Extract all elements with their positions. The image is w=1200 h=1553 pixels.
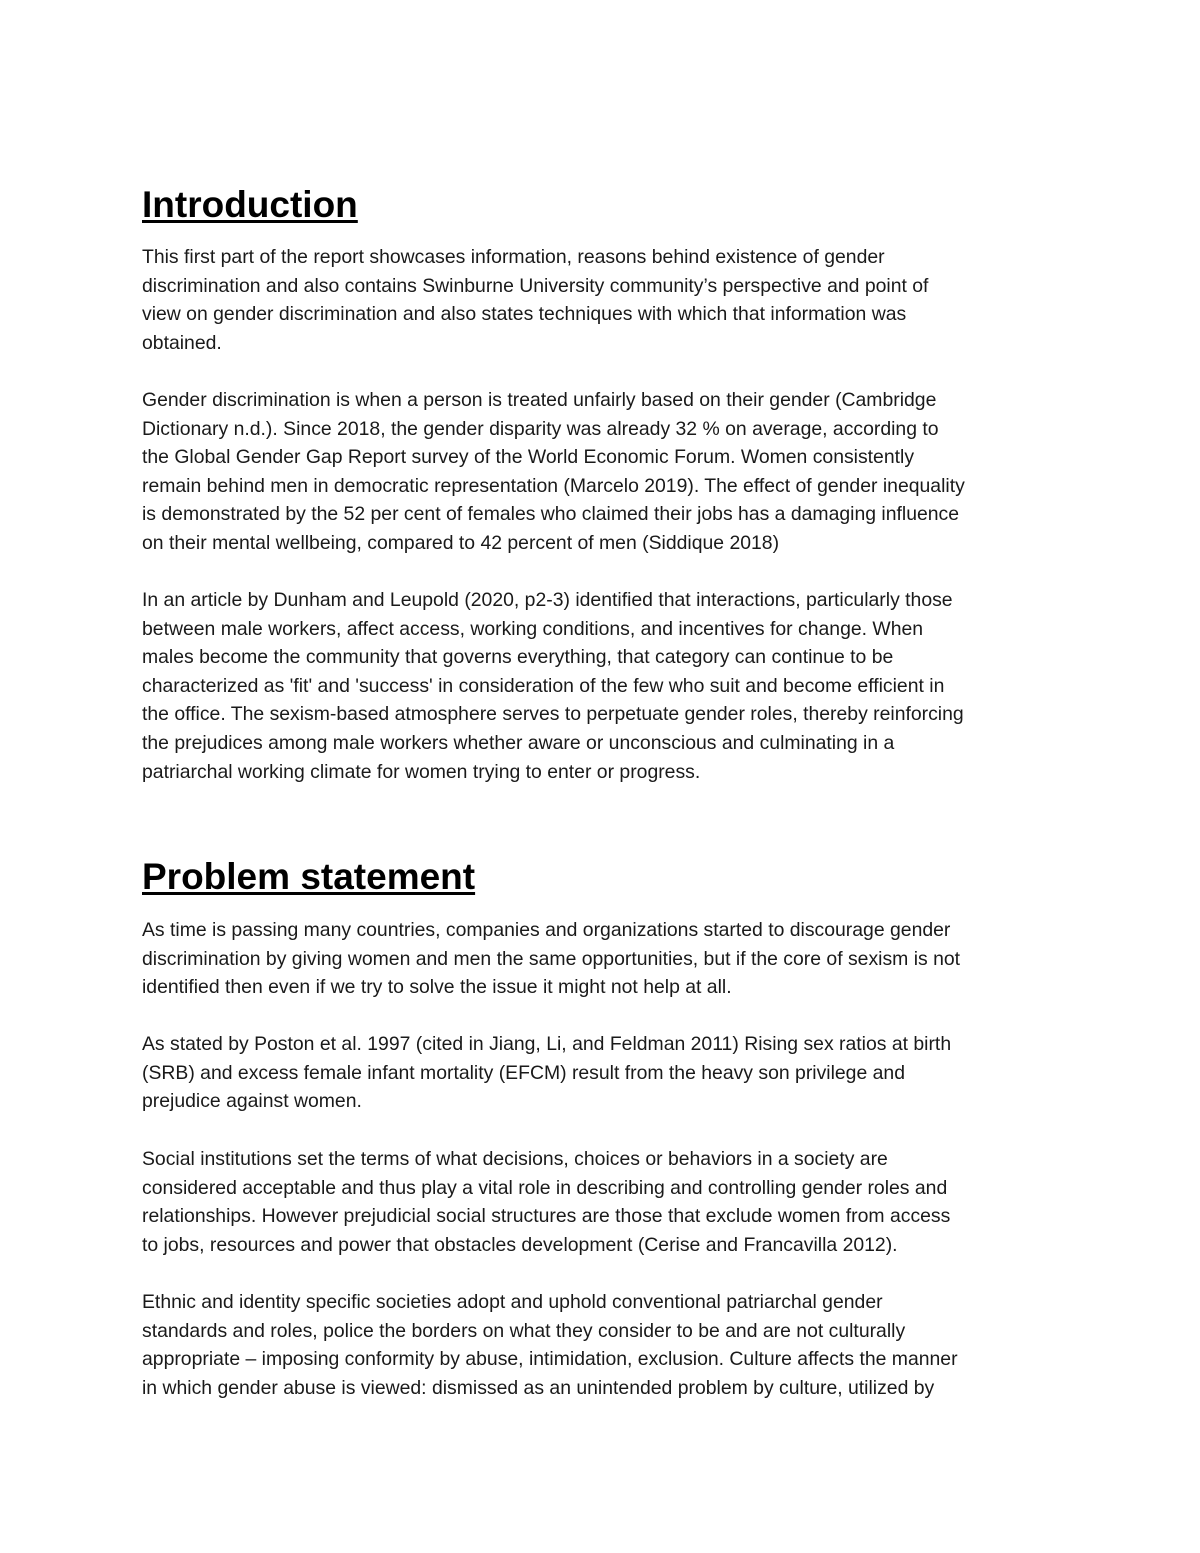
text-line: is demonstrated by the 52 per cent of females who claimed their jobs has a damaging influence: [142, 503, 960, 526]
text-line: As stated by Poston et al. 1997 (cited in Jiang, Li, and Feldman 2011) Rising sex ratios at birth: [142, 1033, 952, 1055]
text-line: Gender discrimination is when a person is treated unfairly based on their gender (Cambridge: [142, 389, 937, 411]
text-line: males become the community that governs everything, that category can continue to be: [142, 646, 894, 669]
problem-paragraph-1: [142, 916, 1072, 1002]
text-line: relationships. However prejudicial social structures are those that exclude women from access: [142, 1205, 951, 1228]
text-line: Social institutions set the terms of what decisions, choices or behaviors in a society are: [142, 1148, 888, 1170]
text-line: In an article by Dunham and Leupold (2020, p2-3) identified that interactions, particularly those: [142, 589, 953, 611]
text-line: obtained.: [142, 331, 222, 354]
text-line: the Global Gender Gap Report survey of the World Economic Forum. Women consistently: [142, 446, 915, 469]
introduction-paragraph-3: [142, 586, 1072, 786]
introduction-paragraph-2: [142, 386, 1072, 558]
text-line: on their mental wellbeing, compared to 42 percent of men (Siddique 2018): [142, 531, 780, 554]
text-line: discrimination and also contains Swinburne University community’s perspective and point of: [142, 274, 929, 297]
text-line: discrimination by giving women and men the same opportunities, but if the core of sexism is not: [142, 947, 961, 970]
introduction-heading: Introduction: [142, 184, 358, 225]
text-line: patriarchal working climate for women trying to enter or progress.: [142, 760, 701, 783]
text-line: view on gender discrimination and also states techniques with which that information was: [142, 303, 907, 326]
text-line: between male workers, affect access, working conditions, and incentives for change. When: [142, 617, 924, 640]
text-line: prejudice against women.: [142, 1090, 362, 1113]
text-line: (SRB) and excess female infant mortality (EFCM) result from the heavy son privilege and: [142, 1061, 905, 1084]
problem-paragraph-4: [142, 1288, 1072, 1402]
text-line: characterized as 'fit' and 'success' in consideration of the few who suit and become efficient in: [142, 674, 945, 697]
text-line: appropriate – imposing conformity by abuse, intimidation, exclusion. Culture affects the manner: [142, 1348, 958, 1371]
text-line: to jobs, resources and power that obstacles development (Cerise and Francavilla 2012).: [142, 1233, 898, 1256]
text-line: Dictionary n.d.). Since 2018, the gender disparity was already 32 % on average, according to: [142, 417, 939, 440]
problem-paragraph-3: [142, 1145, 1072, 1259]
problem-statement-heading: Problem statement: [142, 856, 476, 897]
text-line: remain behind men in democratic representation (Marcelo 2019). The effect of gender inequality: [142, 474, 965, 497]
text-line: in which gender abuse is viewed: dismissed as an unintended problem by culture, utilized by: [142, 1376, 935, 1399]
text-line: Ethnic and identity specific societies adopt and uphold conventional patriarchal gender: [142, 1291, 883, 1313]
text-line: the office. The sexism-based atmosphere serves to perpetuate gender roles, thereby reinforcing: [142, 703, 964, 726]
text-line: identified then even if we try to solve the issue it might not help at all.: [142, 976, 732, 999]
text-line: This first part of the report showcases information, reasons behind existence of gender: [142, 246, 885, 268]
problem-paragraph-2: [142, 1030, 1072, 1116]
text-line: As time is passing many countries, companies and organizations started to discourage gender: [142, 919, 951, 941]
introduction-paragraph-1: [142, 243, 1072, 357]
text-line: the prejudices among male workers whether aware or unconscious and culminating in a: [142, 731, 895, 754]
text-line: standards and roles, police the borders on what they consider to be and are not culturally: [142, 1319, 906, 1342]
text-line: considered acceptable and thus play a vital role in describing and controlling gender roles and: [142, 1176, 948, 1199]
